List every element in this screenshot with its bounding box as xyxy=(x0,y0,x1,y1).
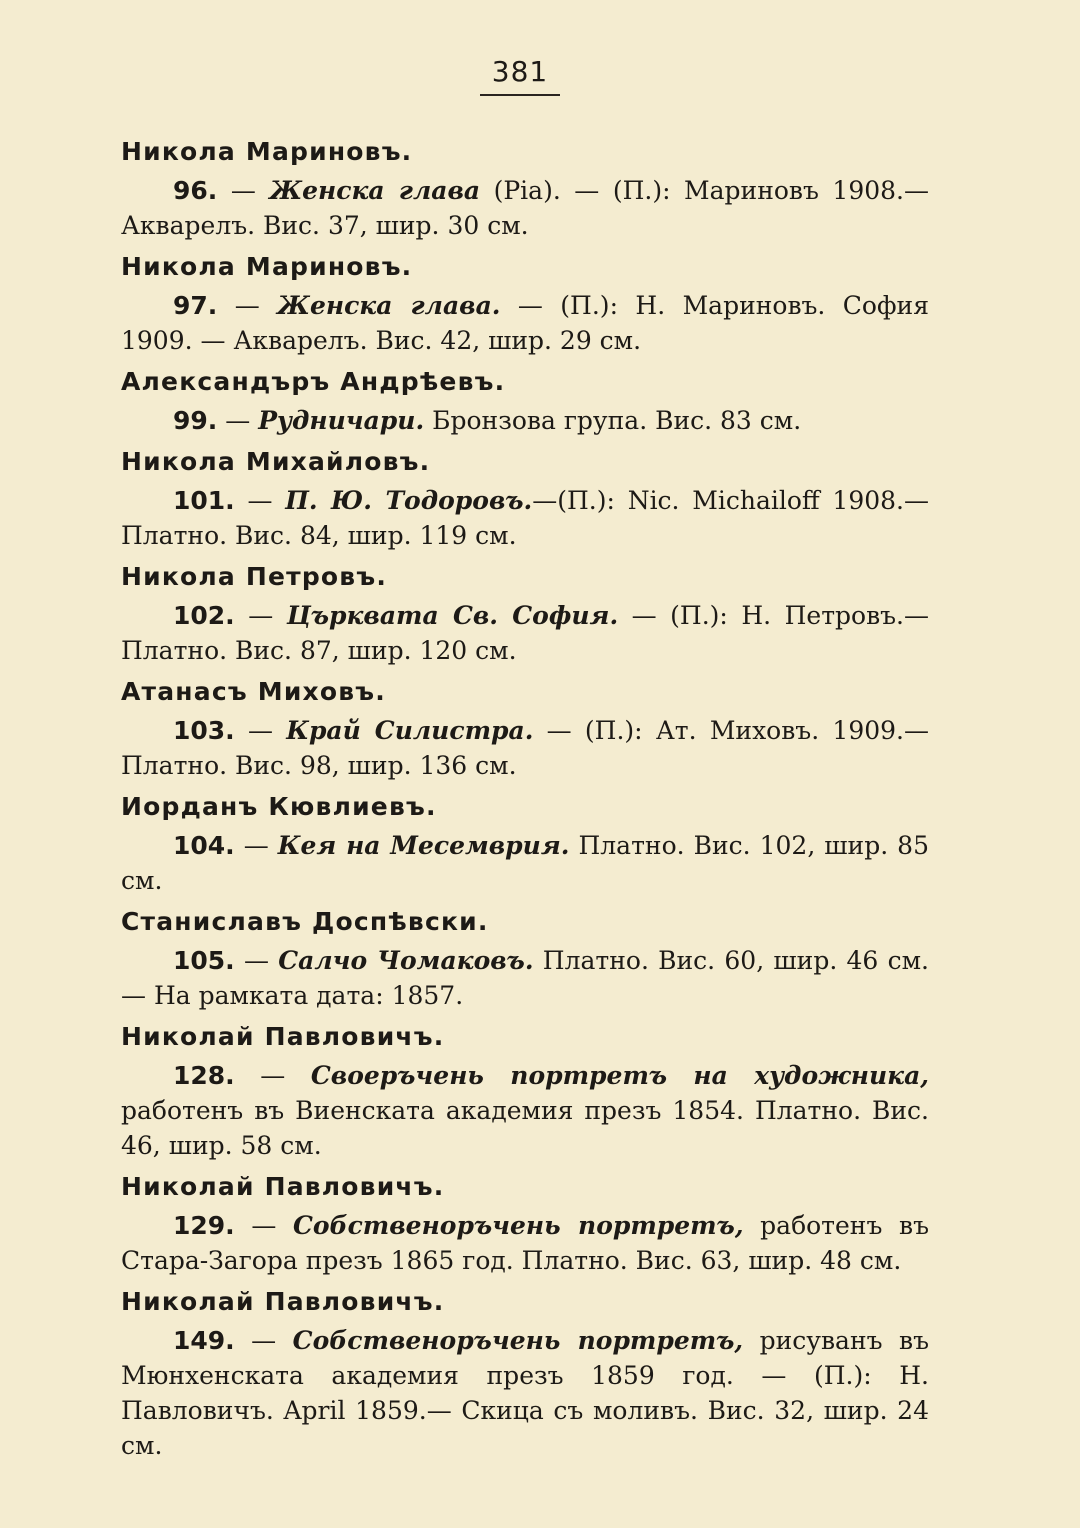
artwork-title: Своеръчень портретъ на художника, xyxy=(310,1061,929,1090)
entry-number: 97. xyxy=(173,291,218,320)
page-number: 381 xyxy=(491,55,549,88)
artwork-title: Кея на Месемврия. xyxy=(277,831,570,860)
entry-dash: — xyxy=(234,946,279,975)
catalog-entry xyxy=(121,904,929,1013)
artist-name: Николай Павловичъ. xyxy=(121,1172,445,1201)
entry-dash: — xyxy=(234,1061,311,1090)
catalog-entry xyxy=(121,249,929,358)
artwork-details: — (П.): Н. Мариновъ. София 1909. — Акварелъ. Вис. 42, шир. 29 см. xyxy=(121,291,929,355)
entry-dash: — xyxy=(217,291,278,320)
entry-description xyxy=(121,403,929,438)
entry-description xyxy=(121,1058,929,1163)
artwork-title: Край Силистра. xyxy=(286,716,534,745)
artwork-details: работенъ въ Виенската академия презъ 1854. Платно. Вис. 46, шир. 58 см. xyxy=(121,1096,929,1160)
artwork-title: Женска глава xyxy=(269,176,481,205)
artwork-details: Платно. Вис. 60, шир. 46 см.— На рамката дата: 1857. xyxy=(121,946,929,1010)
entry-number: 104. xyxy=(173,831,235,860)
catalog-entry xyxy=(121,444,929,553)
artwork-details: работенъ въ Стара-Загора презъ 1865 год. Платно. Вис. 63, шир. 48 см. xyxy=(121,1211,929,1275)
artwork-details: Бронзова група. Вис. 83 см. xyxy=(424,406,802,435)
artist-name: Никола Мариновъ. xyxy=(121,252,413,281)
artist-name: Никола Петровъ. xyxy=(121,562,388,591)
entry-dash: — xyxy=(217,176,270,205)
entry-description xyxy=(121,173,929,243)
artist-name: Николай Павловичъ. xyxy=(121,1022,445,1051)
artwork-details: — (П.): Н. Петровъ.— Платно. Вис. 87, шир. 120 см. xyxy=(121,601,930,665)
catalog-entry xyxy=(121,1284,929,1463)
artwork-title: Собственоръчень портретъ, xyxy=(292,1326,744,1355)
artwork-details: (Pia). — (П.): Мариновъ 1908.— Акварелъ. Вис. 37, шир. 30 см. xyxy=(121,176,929,240)
artist-name: Никола Мариновъ. xyxy=(121,137,413,166)
artwork-details: Платно. Вис. 102, шир. 85 см. xyxy=(121,831,929,895)
entry-number: 103. xyxy=(173,716,235,745)
artist-name: Александъръ Андрѣевъ. xyxy=(121,367,506,396)
page-number-rule xyxy=(480,94,560,96)
entry-description xyxy=(121,1208,929,1278)
entry-dash: — xyxy=(234,486,286,515)
entry-description xyxy=(121,943,929,1013)
entry-dash: — xyxy=(234,831,278,860)
artist-name: Атанасъ Миховъ. xyxy=(121,677,386,706)
artwork-title: Собственоръчень портретъ, xyxy=(292,1211,744,1240)
entry-dash: — xyxy=(234,1326,293,1355)
artwork-title: П. Ю. Тодоровъ. xyxy=(285,486,533,515)
artist-name: Станиславъ Доспѣвски. xyxy=(121,907,489,936)
artwork-title: Църквата Св. София. xyxy=(286,601,619,630)
entry-description xyxy=(121,598,929,668)
entry-dash: — xyxy=(217,406,259,435)
artist-name: Николай Павловичъ. xyxy=(121,1287,445,1316)
entry-dash: — xyxy=(234,1211,293,1240)
artwork-details: —(П.): Nic. Michailoff 1908.— Платно. Вис. 84, шир. 119 см. xyxy=(121,486,929,550)
entry-number: 129. xyxy=(173,1211,235,1240)
entry-description xyxy=(121,828,929,898)
entry-dash: — xyxy=(234,601,287,630)
entry-number: 96. xyxy=(173,176,218,205)
artwork-details: рисуванъ въ Мюнхенската академия презъ 1859 год. — (П.): Н. Павловичъ. April 1859.— Скица съ моливъ. Вис. 32, шир. 24 см. xyxy=(121,1326,929,1460)
entry-dash: — xyxy=(234,716,287,745)
artwork-title: Женска глава. xyxy=(277,291,501,320)
entry-number: 99. xyxy=(173,406,218,435)
artist-name: Никола Михайловъ. xyxy=(121,447,431,476)
entry-number: 101. xyxy=(173,486,235,515)
catalog-entry xyxy=(121,364,929,438)
catalog-entry xyxy=(121,1019,929,1163)
catalog-entry xyxy=(121,559,929,668)
catalog-entry xyxy=(121,674,929,783)
artwork-details: — (П.): Ат. Миховъ. 1909.— Платно. Вис. 98, шир. 136 см. xyxy=(121,716,929,780)
entry-description xyxy=(121,713,929,783)
catalog-entries xyxy=(121,134,929,1469)
catalog-entry xyxy=(121,789,929,898)
entry-number: 149. xyxy=(173,1326,235,1355)
entry-description xyxy=(121,483,929,553)
catalog-entry xyxy=(121,1169,929,1278)
artwork-title: Рудничари. xyxy=(258,406,425,435)
entry-number: 105. xyxy=(173,946,235,975)
entry-description xyxy=(121,288,929,358)
artwork-title: Салчо Чомаковъ. xyxy=(278,946,534,975)
entry-number: 102. xyxy=(173,601,235,630)
artist-name: Иорданъ Кювлиевъ. xyxy=(121,792,437,821)
entry-number: 128. xyxy=(173,1061,235,1090)
catalog-entry xyxy=(121,134,929,243)
entry-description xyxy=(121,1323,929,1463)
